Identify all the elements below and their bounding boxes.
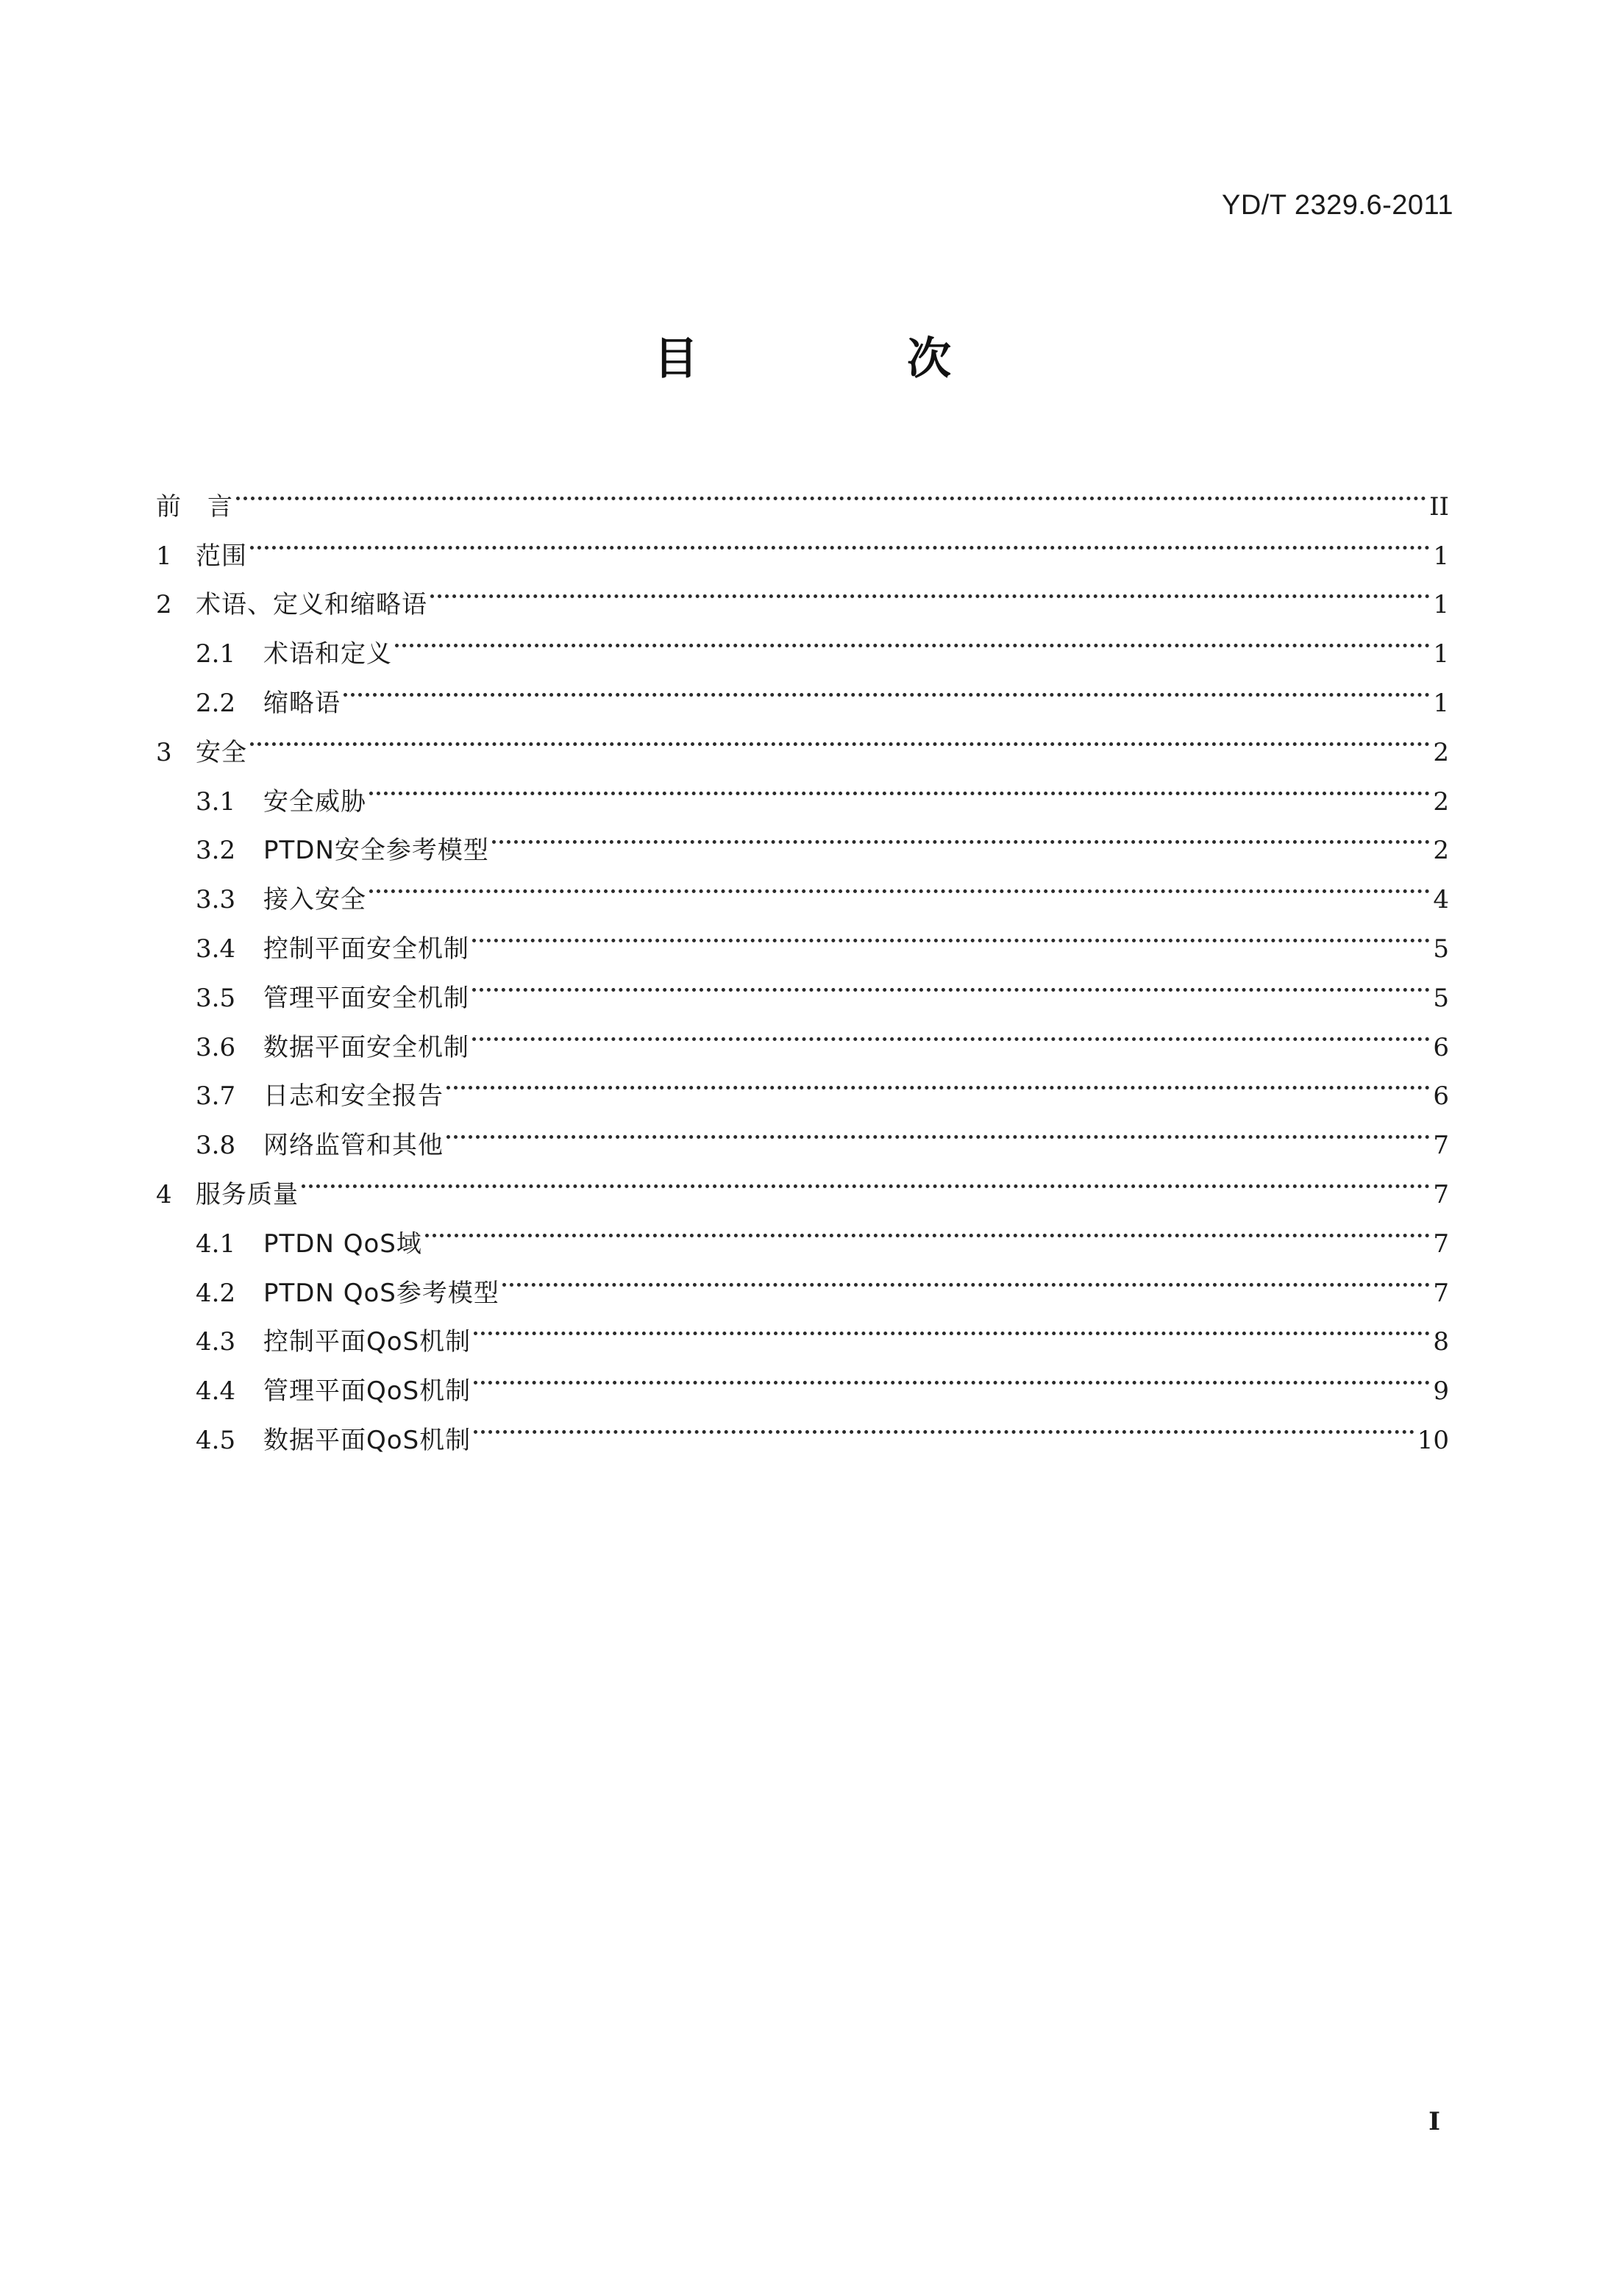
page-title: 目 次 (654, 333, 1033, 385)
toc-entry-label: 范围 (196, 541, 247, 571)
toc-entry-number: 4.1 (196, 1229, 236, 1259)
toc-entry-label: PTDN QoS域 (263, 1229, 422, 1259)
toc-entry-label: 数据平面安全机制 (263, 1032, 469, 1062)
toc-entry-page: 2 (1433, 836, 1449, 866)
toc-entry-label: 日志和安全报告 (263, 1081, 444, 1112)
toc-entry-page: 10 (1417, 1425, 1449, 1455)
toc-entry-number: 3.5 (196, 983, 236, 1013)
toc-entry-number: 3.4 (196, 934, 236, 964)
toc-entry-number: 3.6 (196, 1032, 236, 1062)
toc-entry[interactable] (156, 1203, 1449, 1259)
toc-entry-label: 安全 (196, 737, 247, 767)
toc-entry-label: 接入安全 (263, 885, 366, 915)
toc-dot-leader (369, 761, 1430, 810)
toc-entry-page: 1 (1433, 639, 1449, 669)
toc-dot-leader (474, 1301, 1430, 1351)
toc-entry[interactable] (156, 466, 1449, 522)
toc-entry-number: 2.1 (196, 639, 236, 669)
toc-entry-page: 1 (1433, 688, 1449, 718)
toc-entry-label: 控制平面安全机制 (263, 934, 469, 964)
toc-entry-page: 2 (1433, 737, 1449, 767)
toc-entry-label: 控制平面QoS机制 (263, 1327, 471, 1357)
toc-dot-leader (395, 613, 1430, 662)
toc-entry-label: 术语、定义和缩略语 (196, 590, 427, 620)
toc-dot-leader (369, 859, 1430, 908)
toc-entry-label: 术语和定义 (263, 639, 392, 669)
toc-entry-page: 7 (1433, 1278, 1449, 1308)
toc-entry-number: 4.4 (196, 1376, 236, 1407)
toc-dot-leader (250, 711, 1430, 761)
toc-dot-leader (492, 810, 1430, 859)
toc-entry-label: 数据平面QoS机制 (263, 1425, 471, 1455)
toc-entry-number: 2 (156, 590, 172, 620)
toc-entry-number: 3.2 (196, 836, 236, 866)
toc-entry-label: 管理平面QoS机制 (263, 1376, 471, 1407)
toc-entry[interactable] (156, 761, 1449, 817)
toc-entry-number: 3.1 (196, 786, 236, 817)
toc-dot-leader (302, 1154, 1430, 1203)
toc-entry-label: PTDN QoS参考模型 (263, 1278, 499, 1308)
toc-dot-leader (472, 1006, 1430, 1056)
toc-entry-page: 8 (1433, 1327, 1449, 1357)
toc-entry-label: 管理平面安全机制 (263, 983, 469, 1013)
toc-entry-page: 6 (1433, 1032, 1449, 1062)
toc-dot-leader (250, 515, 1430, 564)
toc-dot-leader (502, 1252, 1431, 1301)
toc-entry-page: 9 (1433, 1376, 1449, 1407)
toc-entry-label: 前 言 (156, 491, 233, 522)
toc-entry[interactable] (156, 711, 1449, 767)
toc-entry-page: 7 (1433, 1131, 1449, 1161)
toc-dot-leader (425, 1203, 1431, 1252)
toc-entry-number: 3.7 (196, 1081, 236, 1112)
toc-entry-label: 网络监管和其他 (263, 1131, 444, 1161)
toc-entry-number: 2.2 (196, 688, 236, 718)
toc-entry-page: 5 (1433, 983, 1449, 1013)
document-code: YD/T 2329.6-2011 (1221, 190, 1453, 221)
toc-entry-label: 缩略语 (263, 688, 341, 718)
toc-entry-page: 4 (1433, 885, 1449, 915)
toc-entry-page: II (1429, 491, 1449, 522)
toc-entry-number: 4.3 (196, 1327, 236, 1357)
toc-entry-page: 5 (1433, 934, 1449, 964)
toc-entry-label: 服务质量 (196, 1179, 299, 1209)
page-number: I (1428, 2107, 1440, 2136)
toc-entry[interactable] (156, 564, 1449, 620)
toc-entry-page: 2 (1433, 786, 1449, 817)
toc-entry[interactable] (156, 662, 1449, 718)
toc-entry[interactable] (156, 1154, 1449, 1209)
toc-entry-number: 4.5 (196, 1425, 236, 1455)
toc-entry-number: 1 (156, 541, 172, 571)
toc-entry[interactable] (156, 515, 1449, 571)
toc-dot-leader (474, 1350, 1430, 1399)
toc-dot-leader (446, 1104, 1430, 1154)
toc-dot-leader (430, 564, 1430, 614)
toc-entry-page: 6 (1433, 1081, 1449, 1112)
toc-entry-label: 安全威胁 (263, 786, 366, 817)
toc-entry-page: 7 (1433, 1179, 1449, 1209)
toc-entry-page: 1 (1433, 590, 1449, 620)
toc-dot-leader (344, 662, 1430, 711)
toc-dot-leader (472, 957, 1430, 1006)
toc-entry-number: 3.3 (196, 885, 236, 915)
table-of-contents (156, 466, 1449, 1455)
toc-entry-number: 3.8 (196, 1131, 236, 1161)
toc-dot-leader (472, 908, 1430, 957)
toc-entry-number: 4.2 (196, 1278, 236, 1308)
toc-entry-page: 7 (1433, 1229, 1449, 1259)
toc-entry-number: 4 (156, 1179, 172, 1209)
toc-entry-label: PTDN安全参考模型 (263, 836, 489, 866)
toc-entry-number: 3 (156, 737, 172, 767)
toc-dot-leader (474, 1399, 1414, 1449)
toc-dot-leader (446, 1056, 1430, 1105)
toc-dot-leader (236, 466, 1426, 515)
toc-entry-page: 1 (1433, 541, 1449, 571)
